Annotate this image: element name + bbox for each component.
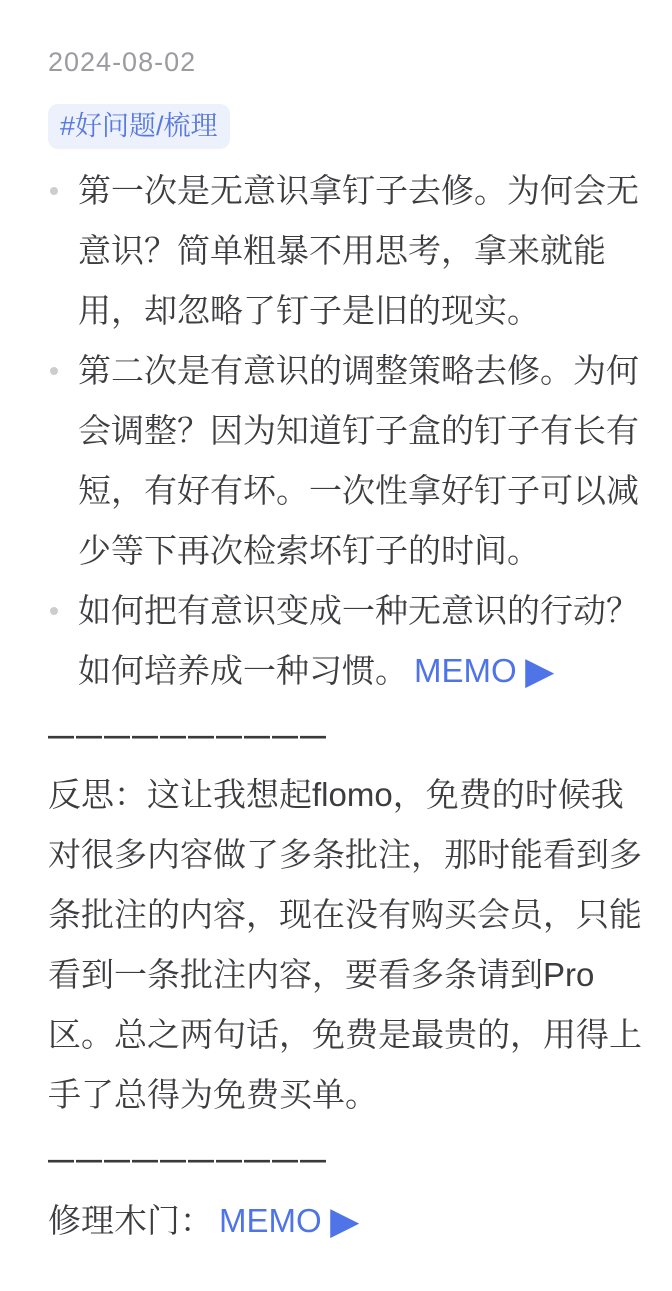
bullet-item [48,341,642,581]
memo-link[interactable] [414,649,554,692]
memo-link[interactable] [219,1199,359,1242]
reflection-text: 反思：这让我想起flomo，免费的时候我对很多内容做了多条批注，那时能看到多条批注的内容，现在没有购买会员，只能看到一条批注内容，要看多条请到Pro区。总之两句话，免费是最贵的，用得上手了总得为免费买单。 [48,776,642,1113]
bullet-text: 如何把有意识变成一种无意识的行动？如何培养成一种习惯。 [78,592,639,689]
bullet-dot-icon [50,367,58,375]
divider: —————————— [48,720,328,750]
footer-label: 修理木门： [48,1202,213,1239]
memo-link-label: MEMO [219,1202,322,1239]
bullet-item [48,581,642,701]
bullet-dot-icon [50,187,58,195]
play-icon: ▶ [524,649,554,692]
footer-row [48,1191,642,1251]
bullet-text: 第一次是无意识拿钉子去修。为何会无意识？简单粗暴不用思考，拿来就能用，却忽略了钉子是旧的现实。 [78,172,639,329]
memo-date: 2024-08-02 [48,47,197,77]
divider: —————————— [48,1144,328,1174]
play-icon: ▶ [329,1199,359,1242]
bullet-item [48,161,642,341]
bullet-text: 第二次是有意识的调整策略去修。为何会调整？因为知道钉子盒的钉子有长有短，有好有坏。一次性拿好钉子可以减少等下再次检索坏钉子的时间。 [78,352,639,569]
tag-row [48,104,642,149]
memo-link-label: MEMO [414,652,517,689]
memo-tag[interactable]: #好问题/梳理 [48,104,230,149]
bullet-list [48,161,642,701]
bullet-dot-icon [50,607,58,615]
